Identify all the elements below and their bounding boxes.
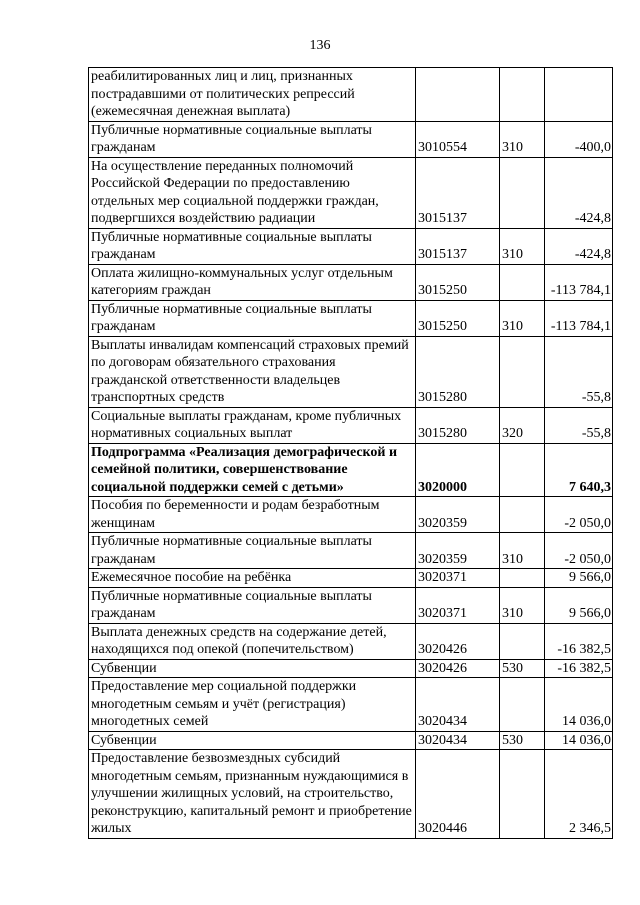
cell-code: 3020000 bbox=[416, 443, 500, 497]
budget-table-body bbox=[89, 68, 613, 839]
cell-code: 3015137 bbox=[416, 228, 500, 264]
cell-type bbox=[500, 569, 545, 588]
cell-amount: -16 382,5 bbox=[545, 659, 613, 678]
cell-name: Оплата жилищно-коммунальных услуг отдельным категориям граждан bbox=[89, 264, 416, 300]
cell-name: Пособия по беременности и родам безработным женщинам bbox=[89, 497, 416, 533]
cell-amount: -2 050,0 bbox=[545, 497, 613, 533]
table-row bbox=[89, 121, 613, 157]
table-row bbox=[89, 157, 613, 228]
cell-name: Выплаты инвалидам компенсаций страховых премий по договорам обязательного страхования гражданской ответственности владельцев транспортных средств bbox=[89, 336, 416, 407]
cell-type: 310 bbox=[500, 533, 545, 569]
cell-type bbox=[500, 443, 545, 497]
table-row bbox=[89, 336, 613, 407]
cell-code: 3020434 bbox=[416, 731, 500, 750]
cell-code: 3015250 bbox=[416, 264, 500, 300]
cell-amount: -55,8 bbox=[545, 407, 613, 443]
cell-code: 3020371 bbox=[416, 569, 500, 588]
table-row bbox=[89, 300, 613, 336]
table-row bbox=[89, 587, 613, 623]
cell-type: 310 bbox=[500, 228, 545, 264]
table-row bbox=[89, 569, 613, 588]
cell-code: 3020359 bbox=[416, 533, 500, 569]
cell-type bbox=[500, 678, 545, 732]
cell-code bbox=[416, 68, 500, 122]
cell-name: На осуществление переданных полномочий Российской Федерации по предоставлению отдельных мер социальной поддержки граждан, подвергшихся воздействию радиации bbox=[89, 157, 416, 228]
cell-amount: -113 784,1 bbox=[545, 264, 613, 300]
cell-amount bbox=[545, 68, 613, 122]
cell-code: 3010554 bbox=[416, 121, 500, 157]
cell-amount: -16 382,5 bbox=[545, 623, 613, 659]
page-number: 136 bbox=[309, 38, 331, 53]
table-row bbox=[89, 731, 613, 750]
cell-name: Субвенции bbox=[89, 731, 416, 750]
cell-amount: 9 566,0 bbox=[545, 587, 613, 623]
table-row bbox=[89, 264, 613, 300]
cell-amount: -113 784,1 bbox=[545, 300, 613, 336]
cell-code: 3020426 bbox=[416, 623, 500, 659]
cell-amount: 7 640,3 bbox=[545, 443, 613, 497]
cell-code: 3015280 bbox=[416, 407, 500, 443]
cell-name: Субвенции bbox=[89, 659, 416, 678]
cell-amount: 14 036,0 bbox=[545, 678, 613, 732]
table-row bbox=[89, 407, 613, 443]
cell-amount: -424,8 bbox=[545, 228, 613, 264]
cell-code: 3015137 bbox=[416, 157, 500, 228]
cell-name: реабилитированных лиц и лиц, признанных пострадавшими от политических репрессий (ежемесячная денежная выплата) bbox=[89, 68, 416, 122]
cell-code: 3020359 bbox=[416, 497, 500, 533]
cell-name: Публичные нормативные социальные выплаты гражданам bbox=[89, 587, 416, 623]
cell-type bbox=[500, 264, 545, 300]
cell-name: Выплата денежных средств на содержание детей, находящихся под опекой (попечительством) bbox=[89, 623, 416, 659]
cell-code: 3020426 bbox=[416, 659, 500, 678]
cell-name: Предоставление безвозмездных субсидий многодетным семьям, признанным нуждающимися в улучшении жилищных условий, на строительство, реконструкцию, капитальный ремонт и приобретение жилых bbox=[89, 750, 416, 839]
cell-type bbox=[500, 497, 545, 533]
cell-type: 310 bbox=[500, 300, 545, 336]
cell-amount: 9 566,0 bbox=[545, 569, 613, 588]
cell-amount: -400,0 bbox=[545, 121, 613, 157]
cell-name: Публичные нормативные социальные выплаты гражданам bbox=[89, 121, 416, 157]
cell-code: 3020434 bbox=[416, 678, 500, 732]
table-row bbox=[89, 659, 613, 678]
table-row bbox=[89, 228, 613, 264]
cell-amount: 14 036,0 bbox=[545, 731, 613, 750]
table-row bbox=[89, 533, 613, 569]
cell-amount: -2 050,0 bbox=[545, 533, 613, 569]
table-row bbox=[89, 750, 613, 839]
cell-name: Публичные нормативные социальные выплаты гражданам bbox=[89, 533, 416, 569]
cell-type bbox=[500, 336, 545, 407]
cell-type: 310 bbox=[500, 121, 545, 157]
cell-name: Предоставление мер социальной поддержки многодетным семьям и учёт (регистрация) многодетных семей bbox=[89, 678, 416, 732]
cell-amount: 2 346,5 bbox=[545, 750, 613, 839]
table-row bbox=[89, 68, 613, 122]
cell-type bbox=[500, 623, 545, 659]
cell-type: 530 bbox=[500, 659, 545, 678]
cell-type: 310 bbox=[500, 587, 545, 623]
cell-name: Ежемесячное пособие на ребёнка bbox=[89, 569, 416, 588]
cell-code: 3020371 bbox=[416, 587, 500, 623]
budget-table bbox=[88, 67, 613, 839]
cell-name: Подпрограмма «Реализация демографической и семейной политики, совершенствование социальной поддержки семей с детьми» bbox=[89, 443, 416, 497]
cell-type bbox=[500, 157, 545, 228]
cell-type: 530 bbox=[500, 731, 545, 750]
table-row bbox=[89, 443, 613, 497]
cell-amount: -424,8 bbox=[545, 157, 613, 228]
cell-type bbox=[500, 750, 545, 839]
cell-amount: -55,8 bbox=[545, 336, 613, 407]
cell-name: Социальные выплаты гражданам, кроме публичных нормативных социальных выплат bbox=[89, 407, 416, 443]
cell-name: Публичные нормативные социальные выплаты гражданам bbox=[89, 228, 416, 264]
cell-code: 3020446 bbox=[416, 750, 500, 839]
cell-name: Публичные нормативные социальные выплаты гражданам bbox=[89, 300, 416, 336]
cell-code: 3015280 bbox=[416, 336, 500, 407]
table-row bbox=[89, 678, 613, 732]
table-row bbox=[89, 497, 613, 533]
table-row bbox=[89, 623, 613, 659]
cell-type: 320 bbox=[500, 407, 545, 443]
cell-code: 3015250 bbox=[416, 300, 500, 336]
cell-type bbox=[500, 68, 545, 122]
